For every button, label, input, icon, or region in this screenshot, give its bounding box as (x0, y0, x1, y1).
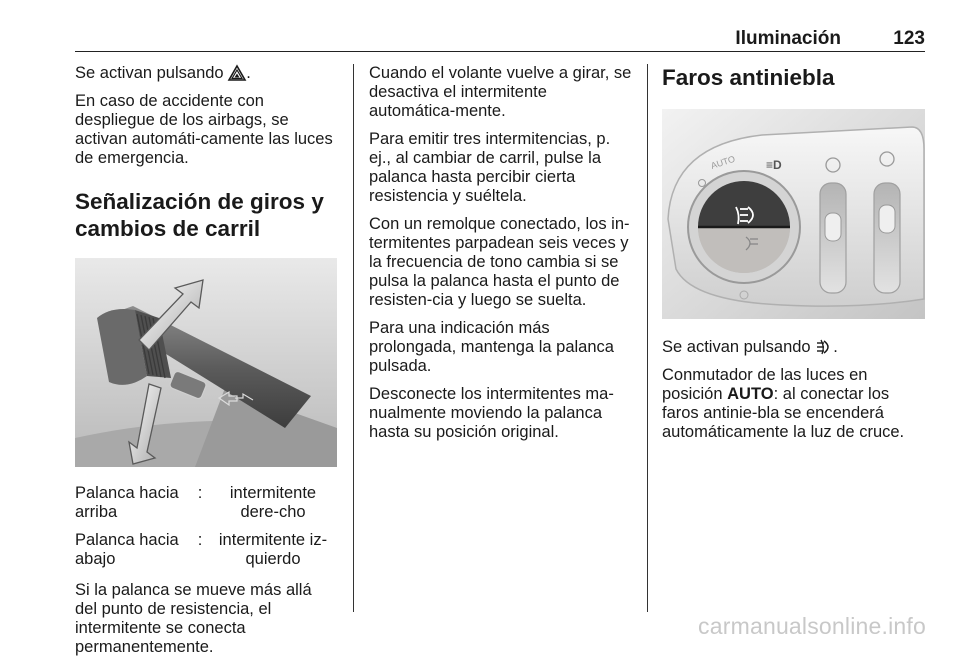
hazard-activation-text: Se activan pulsando . (75, 64, 251, 82)
column-1 (75, 64, 337, 666)
hazard-triangle-icon (228, 65, 246, 81)
airbag-paragraph: En caso de accidente con despliegue de los airbags, se activan automáti-camente las luces de emergencia. (75, 92, 333, 167)
trailer-paragraph: Con un remolque conectado, los in-termitentes parpadean seis veces y la frecuencia de tono cambia si se pulsa la palanca hasta el punto de resisten-cia y luego se suelta. (369, 215, 630, 309)
table-term: Palanca hacia abajo (75, 531, 179, 568)
auto-keyword: AUTO (727, 385, 774, 403)
column-3 (662, 64, 925, 451)
table-separator: : (197, 531, 203, 549)
page-header (75, 26, 925, 52)
column-2 (369, 64, 633, 451)
table-definition: intermitente iz-quierdo (218, 531, 328, 568)
header-rule (75, 51, 925, 52)
column-divider-left (353, 64, 354, 612)
table-separator: : (197, 484, 203, 502)
fog-activation-text: Se activan pulsando . (662, 338, 838, 356)
manual-off-paragraph: Desconecte los intermitentes ma-nualmente moviendo la palanca hasta su posición original. (369, 385, 614, 441)
turn-signal-lever-figure (75, 258, 337, 467)
table-row (75, 484, 337, 531)
lever-direction-table (75, 484, 337, 569)
front-fog-light-icon (815, 339, 833, 355)
watermark: carmanualsonline.info (698, 613, 926, 639)
fog-lights-heading: Faros antiniebla (662, 65, 835, 90)
page-number: 123 (893, 28, 925, 49)
table-definition: intermitente dere-cho (229, 484, 317, 521)
auto-cancel-paragraph: Cuando el volante vuelve a girar, se desactiva el intermitente automática-mente. (369, 64, 632, 120)
auto-label: AUTO (709, 153, 737, 171)
table-term: Palanca hacia arriba (75, 484, 179, 521)
auto-mode-paragraph: Conmutador de las luces en posición AUTO: al conectar los faros antinie-bla se encenderá automáticamente la luz de cruce. (662, 366, 905, 441)
svg-text:≡D: ≡D (766, 158, 782, 172)
section-title: Iluminación (735, 28, 841, 49)
prolonged-indication-paragraph: Para una indicación más prolongada, mantenga la palanca pulsada. (369, 319, 614, 375)
column-divider-right (647, 64, 648, 612)
permanent-signal-paragraph: Si la palanca se mueve más allá del punto de resistencia, el intermitente se conecta permanentemente. (75, 581, 312, 656)
light-switch-figure (662, 109, 925, 319)
turn-signal-heading: Señalización de giros y cambios de carril (75, 189, 324, 241)
three-flash-paragraph: Para emitir tres intermitencias, p. ej., al cambiar de carril, pulse la palanca hasta percibir cierta resistencia y suéltela. (369, 130, 611, 205)
table-row (75, 531, 337, 569)
